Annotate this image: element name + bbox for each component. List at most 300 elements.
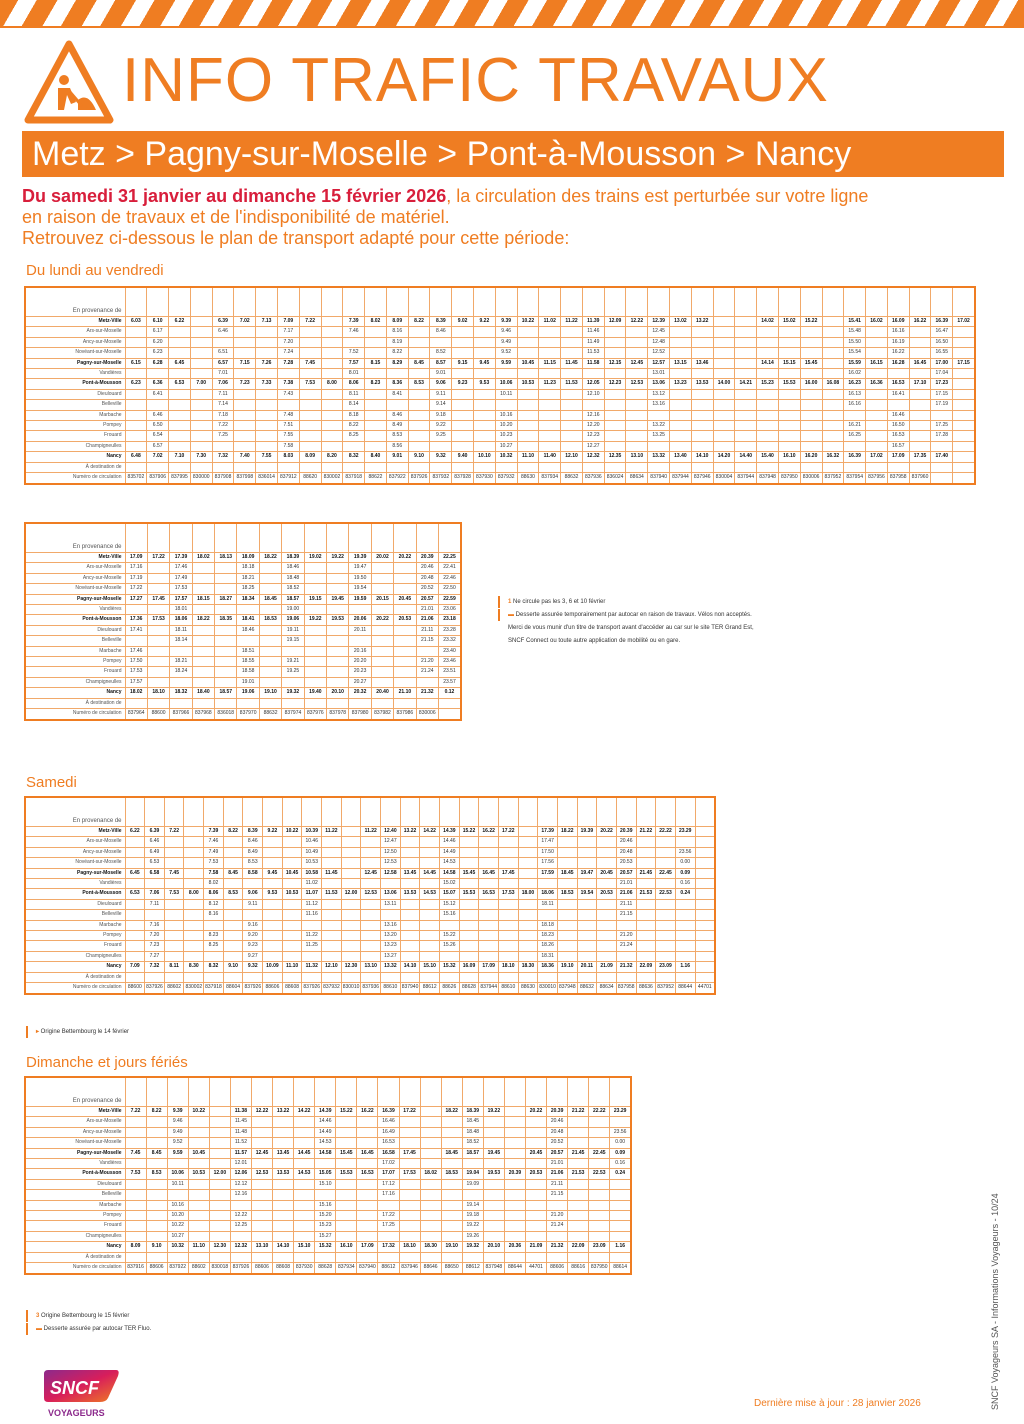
- time-cell: 11.15: [539, 358, 561, 368]
- station-label: Frouard: [25, 941, 125, 951]
- table-row: [25, 889, 715, 899]
- train-number: 88620: [299, 473, 321, 484]
- time-cell: [327, 625, 349, 635]
- time-cell: [656, 858, 676, 868]
- time-cell: [691, 441, 713, 451]
- time-cell: 21.11: [416, 625, 438, 635]
- time-cell: [336, 1221, 357, 1231]
- time-cell: 19.47: [577, 868, 597, 878]
- time-cell: 0.24: [675, 889, 695, 899]
- time-cell: 8.22: [223, 827, 243, 837]
- time-cell: 18.01: [170, 605, 192, 615]
- table-row: [25, 677, 461, 687]
- time-cell: 8.49: [243, 847, 263, 857]
- time-cell: 12.27: [582, 441, 604, 451]
- time-cell: 6.48: [125, 452, 147, 462]
- table-row: [25, 573, 461, 583]
- time-cell: [953, 389, 975, 399]
- header-cell: [441, 1077, 462, 1107]
- time-cell: [125, 337, 147, 347]
- time-cell: [263, 931, 283, 941]
- time-cell: 19.00: [282, 605, 304, 615]
- time-cell: 20.11: [577, 962, 597, 972]
- time-cell: [670, 421, 692, 431]
- time-cell: 14.00: [713, 379, 735, 389]
- time-cell: 20.16: [349, 646, 371, 656]
- time-cell: [321, 400, 343, 410]
- time-cell: 16.50: [931, 337, 953, 347]
- time-cell: [223, 858, 243, 868]
- time-cell: 10.32: [167, 1242, 188, 1252]
- time-cell: 14.58: [440, 868, 460, 878]
- header-cell: [386, 287, 408, 317]
- time-cell: [953, 421, 975, 431]
- time-cell: 7.00: [190, 379, 212, 389]
- time-cell: 9.32: [243, 962, 263, 972]
- time-cell: [188, 1231, 209, 1241]
- destination-cell: [256, 462, 278, 472]
- time-cell: 18.06: [170, 615, 192, 625]
- time-cell: 10.23: [495, 431, 517, 441]
- time-cell: [713, 431, 735, 441]
- time-cell: [483, 1127, 504, 1137]
- destination-cell: [438, 698, 461, 708]
- header-cell: [459, 797, 479, 827]
- time-cell: [525, 1231, 546, 1241]
- time-cell: [251, 1179, 272, 1189]
- time-cell: 0.16: [610, 1159, 631, 1169]
- table-row: [25, 358, 975, 368]
- time-cell: [169, 410, 191, 420]
- time-cell: [498, 847, 518, 857]
- time-cell: 19.53: [327, 615, 349, 625]
- time-cell: 11.53: [582, 348, 604, 358]
- time-cell: [146, 1221, 167, 1231]
- table-row: [25, 879, 715, 889]
- time-cell: 11.38: [230, 1107, 251, 1117]
- time-cell: [399, 1127, 420, 1137]
- time-cell: 16.23: [844, 379, 866, 389]
- time-cell: [670, 389, 692, 399]
- time-cell: [670, 327, 692, 337]
- time-cell: [866, 348, 888, 358]
- time-cell: [259, 625, 281, 635]
- time-cell: 6.53: [169, 379, 191, 389]
- header-cell: [538, 797, 558, 827]
- time-cell: [294, 1138, 315, 1148]
- time-cell: [695, 899, 715, 909]
- time-cell: [146, 1127, 167, 1137]
- time-cell: [125, 941, 145, 951]
- time-cell: [125, 1179, 146, 1189]
- time-cell: 18.02: [420, 1169, 441, 1179]
- time-cell: [483, 1159, 504, 1169]
- time-cell: [691, 389, 713, 399]
- time-cell: 15.23: [757, 379, 779, 389]
- time-cell: [251, 1159, 272, 1169]
- time-cell: [304, 646, 326, 656]
- time-cell: 9.39: [495, 317, 517, 327]
- time-cell: [209, 1200, 230, 1210]
- time-cell: 11.46: [582, 327, 604, 337]
- time-cell: [909, 389, 931, 399]
- time-cell: [371, 563, 393, 573]
- time-cell: [616, 920, 636, 930]
- time-cell: 19.01: [237, 677, 259, 687]
- time-cell: 9.45: [474, 358, 496, 368]
- time-cell: [474, 389, 496, 399]
- time-cell: 15.22: [800, 317, 822, 327]
- train-number: 837918: [204, 983, 224, 994]
- destination-cell: [304, 698, 326, 708]
- row-label-provenance: En provenance de: [25, 1077, 125, 1107]
- time-cell: 20.45: [597, 868, 617, 878]
- time-cell: [420, 1127, 441, 1137]
- header-cell: [577, 797, 597, 827]
- time-cell: 8.02: [365, 317, 387, 327]
- time-cell: [164, 941, 184, 951]
- table-row: [25, 553, 461, 563]
- time-cell: 6.49: [145, 847, 165, 857]
- time-cell: [378, 1200, 399, 1210]
- time-cell: 11.45: [561, 358, 583, 368]
- station-label: Novéant-sur-Moselle: [25, 858, 125, 868]
- time-cell: 23.40: [438, 646, 461, 656]
- time-cell: [953, 337, 975, 347]
- time-cell: [125, 636, 147, 646]
- header-row: [25, 287, 975, 317]
- time-cell: 19.40: [304, 688, 326, 698]
- time-cell: 16.45: [909, 358, 931, 368]
- time-cell: 7.10: [169, 452, 191, 462]
- time-cell: 14.10: [400, 962, 420, 972]
- time-cell: 7.53: [204, 858, 224, 868]
- time-cell: 11.12: [302, 899, 322, 909]
- time-cell: 10.45: [188, 1148, 209, 1158]
- header-cell: [589, 1077, 610, 1107]
- time-cell: [167, 1159, 188, 1169]
- time-cell: 15.22: [440, 931, 460, 941]
- station-label: Ars-sur-Moselle: [25, 563, 125, 573]
- station-label: Ars-sur-Moselle: [25, 327, 125, 337]
- time-cell: 10.22: [517, 317, 539, 327]
- time-cell: [604, 337, 626, 347]
- time-cell: 20.53: [525, 1169, 546, 1179]
- table-row: [25, 1148, 631, 1158]
- time-cell: [327, 563, 349, 573]
- time-cell: [577, 920, 597, 930]
- time-cell: [259, 646, 281, 656]
- time-cell: 8.25: [204, 941, 224, 951]
- time-cell: [164, 858, 184, 868]
- time-cell: [304, 657, 326, 667]
- time-cell: 11.52: [230, 1138, 251, 1148]
- header-cell: [321, 287, 343, 317]
- header-cell: [184, 797, 204, 827]
- note-marker-bar: [498, 609, 500, 621]
- time-cell: [263, 858, 283, 868]
- destination-cell: [483, 1252, 504, 1262]
- time-cell: [568, 1221, 589, 1231]
- time-cell: [125, 389, 147, 399]
- destination-cell: [636, 972, 656, 982]
- time-cell: [539, 400, 561, 410]
- time-cell: [256, 410, 278, 420]
- time-cell: 19.22: [462, 1221, 483, 1231]
- time-cell: [263, 951, 283, 961]
- time-cell: 7.45: [164, 868, 184, 878]
- destination-cell: [146, 1252, 167, 1262]
- time-cell: [125, 910, 145, 920]
- destination-cell: [568, 1252, 589, 1262]
- time-cell: [626, 369, 648, 379]
- time-cell: [420, 920, 440, 930]
- destination-cell: [778, 462, 800, 472]
- time-cell: 19.59: [349, 594, 371, 604]
- destination-cell: [400, 972, 420, 982]
- time-cell: [251, 1231, 272, 1241]
- train-number: 837982: [371, 709, 393, 720]
- time-cell: 7.01: [212, 369, 234, 379]
- time-cell: [953, 348, 975, 358]
- time-cell: 18.24: [170, 667, 192, 677]
- time-cell: [525, 1221, 546, 1231]
- time-cell: 12.00: [209, 1169, 230, 1179]
- train-number: 837995: [169, 473, 191, 484]
- station-label: Champigneulles: [25, 441, 125, 451]
- time-cell: [341, 920, 361, 930]
- time-cell: [277, 400, 299, 410]
- train-number: 837906: [147, 473, 169, 484]
- time-cell: [341, 931, 361, 941]
- time-cell: [251, 1127, 272, 1137]
- destination-row: [25, 698, 461, 708]
- time-cell: [557, 941, 577, 951]
- time-cell: 20.20: [349, 657, 371, 667]
- time-cell: [822, 410, 844, 420]
- time-cell: [209, 1190, 230, 1200]
- logo-subtext: VOYAGEURS: [48, 1408, 105, 1418]
- train-number: 88630: [517, 473, 539, 484]
- time-cell: 8.01: [343, 369, 365, 379]
- time-cell: 8.30: [184, 962, 204, 972]
- time-cell: 9.16: [243, 920, 263, 930]
- header-cell: [230, 1077, 251, 1107]
- time-cell: [518, 837, 538, 847]
- time-cell: [399, 1190, 420, 1200]
- time-cell: [341, 858, 361, 868]
- train-number: 88646: [420, 1263, 441, 1274]
- time-cell: 6.53: [125, 889, 145, 899]
- table-row: [25, 837, 715, 847]
- time-cell: [866, 421, 888, 431]
- time-cell: 18.35: [215, 615, 237, 625]
- time-cell: 7.55: [277, 431, 299, 441]
- time-cell: 9.32: [430, 452, 452, 462]
- time-cell: 6.58: [145, 868, 165, 878]
- time-cell: [441, 1127, 462, 1137]
- time-cell: 17.50: [538, 847, 558, 857]
- train-number: 837956: [866, 473, 888, 484]
- time-cell: [223, 837, 243, 847]
- time-cell: 18.11: [170, 625, 192, 635]
- time-cell: [192, 667, 214, 677]
- time-cell: 19.15: [304, 594, 326, 604]
- time-cell: 18.48: [282, 573, 304, 583]
- time-cell: 16.45: [479, 868, 499, 878]
- time-cell: 14.40: [735, 452, 757, 462]
- timetable-weekday-1: [24, 286, 976, 485]
- train-number: [438, 709, 461, 720]
- time-cell: [381, 910, 401, 920]
- table-row: [25, 400, 975, 410]
- station-label: Vandières: [25, 1159, 125, 1169]
- time-cell: 18.14: [170, 636, 192, 646]
- header-cell: [204, 797, 224, 827]
- time-cell: 16.53: [479, 889, 499, 899]
- destination-cell: [341, 972, 361, 982]
- header-cell: [125, 797, 145, 827]
- time-cell: [282, 951, 302, 961]
- time-cell: 20.39: [416, 553, 438, 563]
- time-cell: [164, 920, 184, 930]
- time-cell: [887, 369, 909, 379]
- time-cell: [656, 899, 676, 909]
- time-cell: 11.16: [302, 910, 322, 920]
- time-cell: [147, 636, 169, 646]
- time-cell: 11.53: [561, 379, 583, 389]
- time-cell: [256, 348, 278, 358]
- time-cell: 11.10: [282, 962, 302, 972]
- time-cell: [282, 899, 302, 909]
- time-cell: [223, 847, 243, 857]
- time-cell: 17.23: [931, 379, 953, 389]
- time-cell: [394, 605, 416, 615]
- table-row: [25, 1169, 631, 1179]
- time-cell: 21.06: [416, 615, 438, 625]
- time-cell: [251, 1200, 272, 1210]
- time-cell: 12.39: [648, 317, 670, 327]
- time-cell: 16.15: [866, 358, 888, 368]
- time-cell: [125, 605, 147, 615]
- time-cell: [321, 441, 343, 451]
- time-cell: [498, 910, 518, 920]
- time-cell: [561, 410, 583, 420]
- time-cell: 11.22: [361, 827, 381, 837]
- time-cell: [504, 1138, 525, 1148]
- time-cell: [321, 369, 343, 379]
- time-cell: 13.46: [691, 358, 713, 368]
- time-cell: [322, 847, 342, 857]
- table-row: [25, 962, 715, 972]
- header-cell: [315, 1077, 336, 1107]
- time-cell: [539, 369, 561, 379]
- time-cell: [568, 1190, 589, 1200]
- time-cell: 19.22: [304, 615, 326, 625]
- time-cell: [498, 941, 518, 951]
- time-cell: [610, 1221, 631, 1231]
- train-number: 88644: [504, 1263, 525, 1274]
- time-cell: 15.16: [315, 1200, 336, 1210]
- time-cell: [675, 920, 695, 930]
- time-cell: [125, 421, 147, 431]
- time-cell: 17.45: [147, 594, 169, 604]
- station-label: Metz-Ville: [25, 317, 125, 327]
- time-cell: 8.45: [408, 358, 430, 368]
- station-label: Ancy-sur-Moselle: [25, 337, 125, 347]
- time-cell: 20.53: [616, 858, 636, 868]
- time-cell: 9.11: [243, 899, 263, 909]
- time-cell: [483, 1200, 504, 1210]
- time-cell: 17.57: [125, 677, 147, 687]
- train-number: 88610: [381, 983, 401, 994]
- time-cell: 7.23: [234, 379, 256, 389]
- destination-cell: [147, 698, 169, 708]
- time-cell: 9.53: [263, 889, 283, 899]
- time-cell: [757, 389, 779, 399]
- time-cell: [365, 327, 387, 337]
- time-cell: [626, 410, 648, 420]
- time-cell: [263, 941, 283, 951]
- train-number: 837936: [582, 473, 604, 484]
- time-cell: [452, 400, 474, 410]
- time-cell: [192, 563, 214, 573]
- station-label: Pont-à-Mousson: [25, 379, 125, 389]
- station-label: Pont-à-Mousson: [25, 889, 125, 899]
- time-cell: [273, 1138, 294, 1148]
- time-cell: [190, 431, 212, 441]
- time-cell: 6.39: [212, 317, 234, 327]
- time-cell: [953, 452, 975, 462]
- time-cell: 20.57: [547, 1148, 568, 1158]
- time-cell: [518, 868, 538, 878]
- time-cell: 18.09: [237, 553, 259, 563]
- time-cell: [365, 337, 387, 347]
- time-cell: 18.06: [538, 889, 558, 899]
- time-cell: [400, 920, 420, 930]
- time-cell: [215, 563, 237, 573]
- time-cell: 23.46: [438, 657, 461, 667]
- note-marker-bar: [26, 1310, 28, 1322]
- time-cell: 17.02: [866, 452, 888, 462]
- header-cell: [147, 287, 169, 317]
- time-cell: 12.05: [582, 379, 604, 389]
- header-cell: [299, 287, 321, 317]
- time-cell: [190, 389, 212, 399]
- train-number: 837932: [495, 473, 517, 484]
- time-cell: 20.46: [616, 837, 636, 847]
- time-cell: [713, 317, 735, 327]
- time-cell: 19.10: [259, 688, 281, 698]
- time-cell: [361, 837, 381, 847]
- time-cell: 7.24: [277, 348, 299, 358]
- train-number: 88602: [164, 983, 184, 994]
- time-cell: 21.32: [616, 962, 636, 972]
- destination-cell: [343, 462, 365, 472]
- time-cell: 16.53: [378, 1138, 399, 1148]
- time-cell: [234, 410, 256, 420]
- destination-cell: [378, 1252, 399, 1262]
- train-number: 837954: [844, 473, 866, 484]
- time-cell: 13.40: [670, 452, 692, 462]
- time-cell: [518, 910, 538, 920]
- time-cell: [294, 1221, 315, 1231]
- time-cell: 18.11: [538, 899, 558, 909]
- time-cell: [713, 327, 735, 337]
- time-cell: 16.49: [378, 1127, 399, 1137]
- time-cell: [695, 920, 715, 930]
- time-cell: [610, 1211, 631, 1221]
